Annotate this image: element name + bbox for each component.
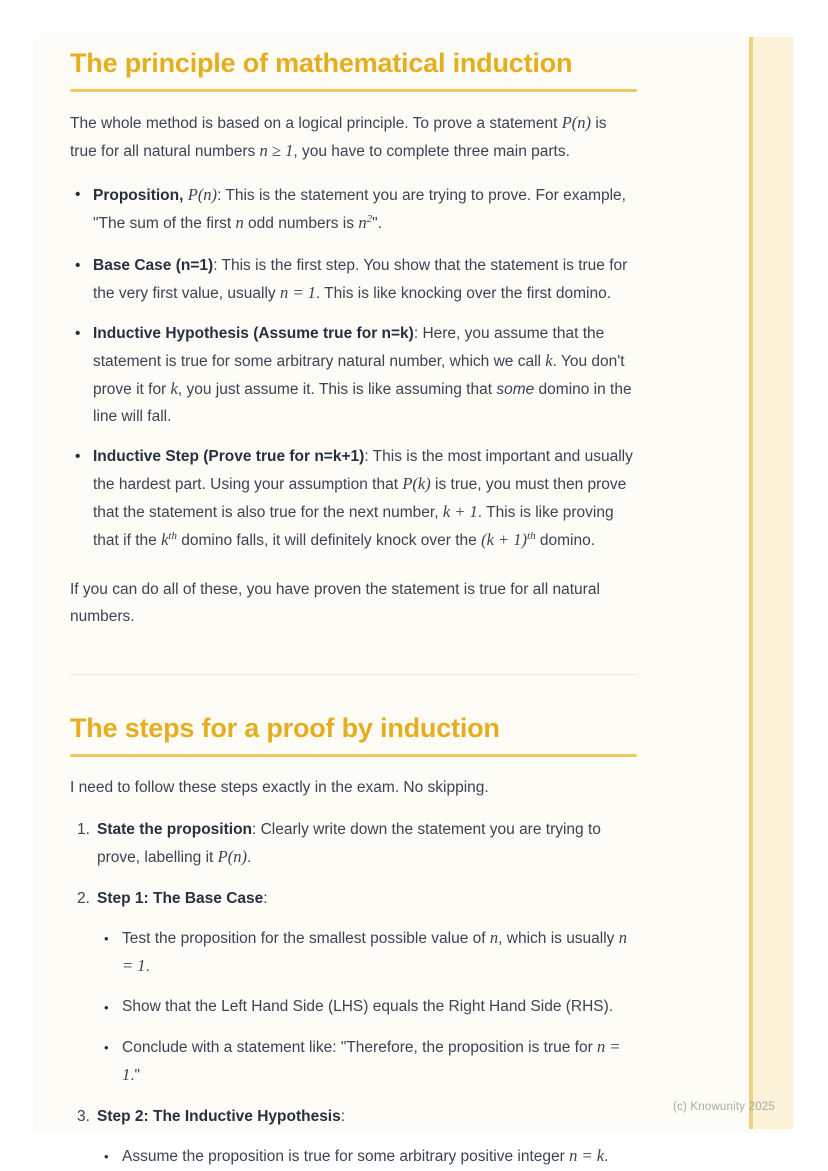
bullet-marker: • (104, 1000, 109, 1015)
list-item-inductive-hypothesis (70, 320, 637, 430)
base-case-sublist (97, 924, 637, 1089)
outro-paragraph: If you can do all of these, you have proven the statement is true for all natural numbers. (70, 581, 600, 625)
list-item-inductive-step (70, 443, 637, 556)
bullet-marker: • (75, 448, 81, 465)
section-heading: The steps for a proof by induction (70, 713, 500, 743)
list-item-base-case (70, 252, 637, 307)
section-divider (70, 674, 637, 675)
step-number: 1. (77, 821, 90, 838)
text-column (70, 46, 637, 1170)
step-item-base-case (70, 885, 637, 1089)
sub-item (97, 993, 637, 1020)
list-item-proposition (70, 181, 637, 239)
sub-item-text: Show that the Left Hand Side (LHS) equals the Right Hand Side (RHS). (122, 998, 614, 1015)
bullet-marker: • (104, 931, 109, 946)
bullet-marker: • (104, 1040, 109, 1055)
bullet-marker: • (75, 325, 81, 342)
sub-item-text: Assume the proposition is true for some arbitrary positive integer n = k. (122, 1146, 609, 1165)
step-number: 2. (77, 890, 90, 907)
step-item-inductive-hypothesis (70, 1103, 637, 1170)
bullet-marker: • (104, 1149, 109, 1164)
step-text: Step 1: The Base Case: (97, 890, 268, 907)
list-item-text: Base Case (n=1): This is the first step. You show that the statement is true for the very first value, usually n = 1. This is like knocking over the first domino. (93, 257, 628, 302)
sub-item (97, 924, 637, 980)
bullet-marker: • (75, 257, 81, 274)
inductive-hypothesis-sublist (97, 1142, 637, 1170)
sub-item-text: Test the proposition for the smallest possible value of n, which is usually n = 1. (122, 928, 627, 975)
document-content (33, 33, 637, 1170)
intro-paragraph: The whole method is based on a logical principle. To prove a statement P(n) is true for all natural numbers n ≥ 1, you have to complete three main parts. (70, 113, 607, 160)
sub-item (97, 1142, 637, 1170)
step-text: State the proposition: Clearly write down the statement you are trying to prove, labelling it P(n). (97, 821, 601, 866)
section-steps (70, 711, 637, 1170)
document-card (33, 33, 793, 1165)
section-heading: The principle of mathematical induction (70, 48, 573, 78)
copyright-watermark: (c) Knowunity 2025 (672, 1101, 775, 1113)
steps-ordered-list (70, 816, 637, 1170)
bullet-marker: • (75, 186, 81, 203)
step-item-state-proposition (70, 816, 637, 871)
step-text: Step 2: The Inductive Hypothesis: (97, 1108, 346, 1125)
section-principle (70, 46, 637, 630)
heading-underline (70, 754, 637, 757)
step-number: 3. (77, 1108, 90, 1125)
intro-paragraph: I need to follow these steps exactly in the exam. No skipping. (70, 779, 489, 796)
accent-strip (749, 37, 793, 1129)
sub-item-text: Conclude with a statement like: "Therefore, the proposition is true for n = 1." (122, 1037, 621, 1084)
list-item-text: Inductive Hypothesis (Assume true for n=k): Here, you assume that the statement is true for some arbitrary natural number, which we call k. You don't prove it for k, you just assume it. This is like assuming that some domino in the line will fall. (93, 325, 632, 425)
principle-bullet-list (70, 181, 637, 556)
list-item-text: Inductive Step (Prove true for n=k+1): This is the most important and usually the hardest part. Using your assumption that P(k) is true, you must then prove that the statement is also true for the next number, k + 1. This is like proving that if the $k^{th}$ domino falls, it will definitely knock over the $(k + 1)^{th}$ domino. (93, 448, 633, 549)
list-item-text: Proposition, P(n): This is the statement you are trying to prove. For example, "The sum of the first n odd numbers is $n^2$". (93, 185, 626, 232)
heading-underline (70, 89, 637, 92)
sub-item (97, 1033, 637, 1089)
